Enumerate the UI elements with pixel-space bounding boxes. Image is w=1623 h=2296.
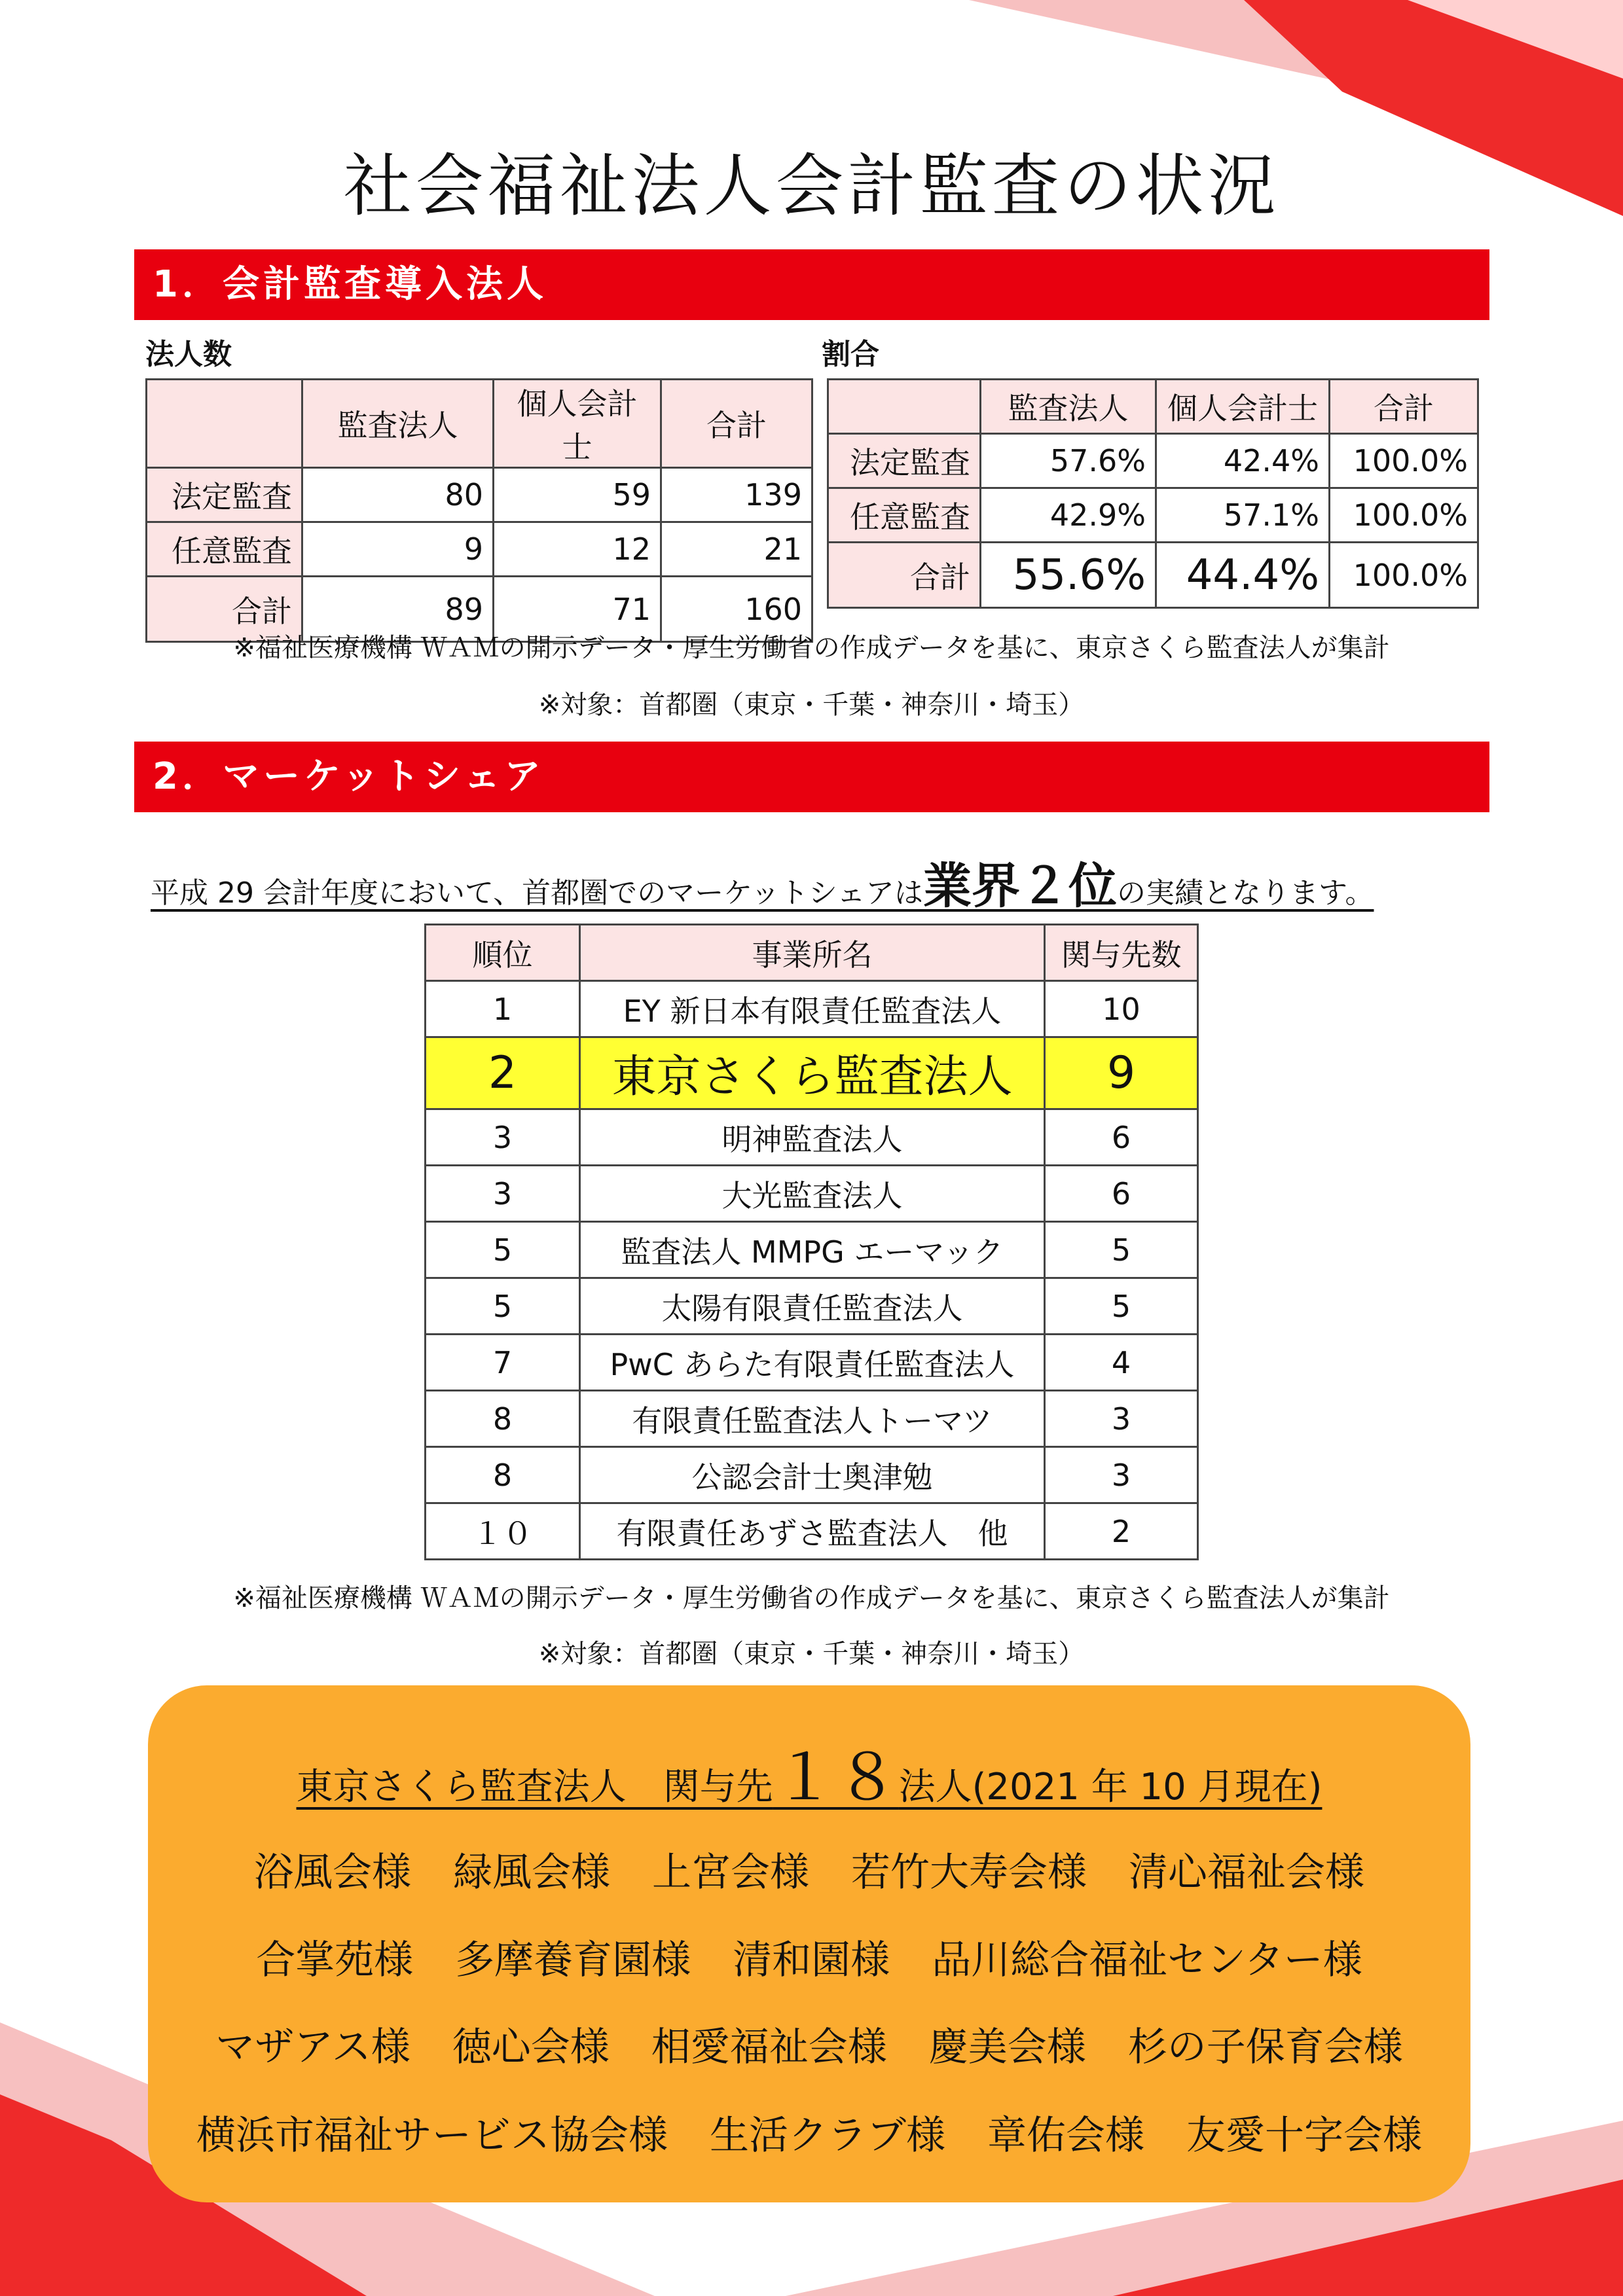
table-row	[426, 1447, 1198, 1503]
table-cell: 12	[494, 522, 661, 577]
client-name: 横浜市福祉サービス協会様	[196, 2113, 668, 2159]
client-count-cell: 5	[1045, 1222, 1198, 1278]
row-label: 合計	[147, 577, 302, 642]
firm-name-cell: PwC あらた有限責任監査法人	[580, 1335, 1045, 1391]
clients-title-date: 法人(2021 年 10 月現在)	[898, 1766, 1322, 1808]
firm-name-cell: 監査法人 MMPG エーマック	[580, 1222, 1045, 1278]
client-name: マザアス様	[215, 2024, 410, 2070]
table-cell: 21	[661, 522, 812, 577]
row-label: 任意監査	[147, 522, 302, 577]
highlighted-table-row	[426, 1037, 1198, 1109]
count-label: 法人数	[145, 338, 232, 371]
rank-cell: 5	[426, 1278, 580, 1335]
client-count-cell: 3	[1045, 1391, 1198, 1447]
clients-line	[148, 1929, 1470, 1985]
table-row	[828, 543, 1478, 608]
rank-cell: 8	[426, 1447, 580, 1503]
table-cell: 57.6%	[981, 434, 1156, 488]
client-name: 緑風会様	[453, 1850, 610, 1895]
market-share-lead	[151, 848, 1374, 917]
ratio-label: 割合	[822, 338, 879, 371]
header-cell: 個人会計士	[494, 380, 661, 468]
client-name: 上宮会様	[652, 1850, 809, 1895]
scope-note: ※対象：首都圏（東京・千葉・神奈川・埼玉）	[538, 690, 1085, 720]
header-cell: 関与先数	[1045, 925, 1198, 981]
rank-cell: 5	[426, 1222, 580, 1278]
header-cell: 順位	[426, 925, 580, 981]
client-count-cell: 2	[1045, 1503, 1198, 1560]
table-cell: 160	[661, 577, 812, 642]
table-cell: 55.6%	[981, 543, 1156, 608]
table-row	[426, 1503, 1198, 1560]
firm-name-cell: 公認会計士奥津勉	[580, 1447, 1045, 1503]
client-name: 多摩養育園様	[455, 1937, 691, 1983]
firm-name-cell: 明神監査法人	[580, 1109, 1045, 1166]
firm-name-cell: 太陽有限責任監査法人	[580, 1278, 1045, 1335]
table-cell: 44.4%	[1156, 543, 1330, 608]
table-cell: 42.9%	[981, 488, 1156, 543]
header-cell: 合計	[661, 380, 812, 468]
table-cell: 89	[302, 577, 494, 642]
header-cell	[147, 380, 302, 468]
source-note: ※福祉医療機構 ＷＡＭの開示データ・厚生労働省の作成データを基に、東京さくら監査法人が集計	[233, 633, 1390, 663]
client-name: 徳心会様	[452, 2024, 610, 2070]
client-name: 清心福祉会様	[1129, 1850, 1364, 1895]
clients-title	[148, 1728, 1470, 1818]
table-cell: 100.0%	[1330, 488, 1478, 543]
client-name: 章佑会様	[987, 2113, 1144, 2159]
header-cell: 監査法人	[302, 380, 494, 468]
client-count-cell: 5	[1045, 1278, 1198, 1335]
table-cell: 42.4%	[1156, 434, 1330, 488]
client-name: 生活クラブ様	[710, 2113, 945, 2159]
client-name: 品川総合福祉センター様	[932, 1937, 1362, 1983]
header-cell	[828, 380, 981, 434]
header-cell: 個人会計士	[1156, 380, 1330, 434]
ranking-table	[424, 924, 1199, 1560]
row-label: 法定監査	[828, 434, 981, 488]
table-row	[426, 1391, 1198, 1447]
firm-name-cell: 有限責任監査法人トーマツ	[580, 1391, 1045, 1447]
clients-box	[148, 1685, 1470, 2202]
section1-heading: 1．会計監査導入法人	[134, 249, 1489, 320]
table-row	[426, 1109, 1198, 1166]
rank-cell: １０	[426, 1503, 580, 1560]
client-count-cell: 4	[1045, 1335, 1198, 1391]
table-cell: 100.0%	[1330, 543, 1478, 608]
clients-line	[148, 2016, 1470, 2072]
section2-heading: 2．マーケットシェア	[134, 742, 1489, 812]
client-name: 合掌苑様	[256, 1937, 414, 1983]
row-label: 法定監査	[147, 468, 302, 522]
ratio-table	[827, 378, 1479, 609]
table-cell: 100.0%	[1330, 434, 1478, 488]
firm-name-cell: 東京さくら監査法人	[580, 1037, 1045, 1109]
client-count-cell: 6	[1045, 1166, 1198, 1222]
client-name: 相愛福祉会様	[651, 2024, 887, 2070]
header-cell: 合計	[1330, 380, 1478, 434]
table-cell: 139	[661, 468, 812, 522]
client-name: 若竹大寿会様	[851, 1850, 1087, 1895]
rank-cell: 2	[426, 1037, 580, 1109]
firm-name-cell: EY 新日本有限責任監査法人	[580, 981, 1045, 1037]
client-name: 友愛十字会様	[1186, 2113, 1422, 2159]
lead-text-end: の実績となります。	[1117, 876, 1374, 910]
table-cell: 59	[494, 468, 661, 522]
client-name: 杉の子保育会様	[1127, 2024, 1403, 2070]
table-row	[426, 981, 1198, 1037]
lead-highlight: 業界２位	[923, 858, 1117, 914]
table-row	[147, 522, 812, 577]
client-count-cell: 9	[1045, 1037, 1198, 1109]
client-name: 清和園様	[733, 1937, 890, 1983]
page-title: 社会福祉法人会計監査の状況	[343, 146, 1280, 226]
firm-name-cell: 有限責任あずさ監査法人 他	[580, 1503, 1045, 1560]
corporation-count-table	[145, 378, 813, 643]
rank-cell: 1	[426, 981, 580, 1037]
table-cell: 57.1%	[1156, 488, 1330, 543]
table-row	[426, 1335, 1198, 1391]
clients-line	[148, 2104, 1470, 2161]
table-row	[426, 1278, 1198, 1335]
row-label: 任意監査	[828, 488, 981, 543]
client-name: 慶美会様	[928, 2024, 1086, 2070]
header-cell: 監査法人	[981, 380, 1156, 434]
table-row	[426, 1166, 1198, 1222]
source-note: ※福祉医療機構 ＷＡＭの開示データ・厚生労働省の作成データを基に、東京さくら監査法人が集計	[233, 1583, 1390, 1613]
table-row	[828, 434, 1478, 488]
clients-title-text: 東京さくら監査法人 関与先	[296, 1766, 773, 1808]
client-count-cell: 3	[1045, 1447, 1198, 1503]
rank-cell: 7	[426, 1335, 580, 1391]
header-cell: 事業所名	[580, 925, 1045, 981]
table-cell: 9	[302, 522, 494, 577]
client-name: 浴風会様	[254, 1850, 411, 1895]
rank-cell: 3	[426, 1166, 580, 1222]
scope-note: ※対象：首都圏（東京・千葉・神奈川・埼玉）	[538, 1639, 1085, 1669]
clients-line	[148, 1841, 1470, 1897]
row-label: 合計	[828, 543, 981, 608]
table-row	[828, 488, 1478, 543]
firm-name-cell: 大光監査法人	[580, 1166, 1045, 1222]
table-row	[426, 1222, 1198, 1278]
lead-text: 平成 29 会計年度において、首都圏でのマーケットシェアは	[151, 876, 923, 910]
table-cell: 80	[302, 468, 494, 522]
table-row	[147, 468, 812, 522]
rank-cell: 3	[426, 1109, 580, 1166]
client-count-cell: 6	[1045, 1109, 1198, 1166]
rank-cell: 8	[426, 1391, 580, 1447]
clients-count: １８	[773, 1741, 899, 1814]
table-cell: 71	[494, 577, 661, 642]
client-count-cell: 10	[1045, 981, 1198, 1037]
